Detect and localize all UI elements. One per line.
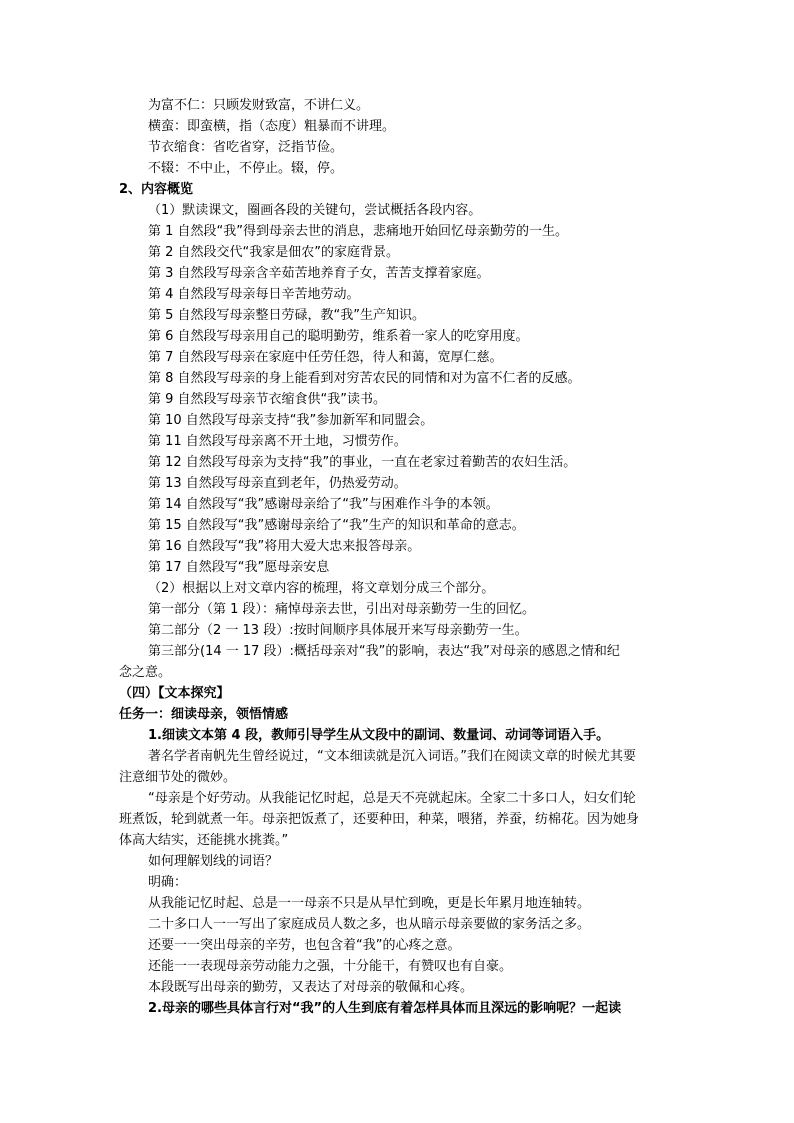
part-summary: 第三部分(14 一 17 段）:概括母亲对“我”的影响，表达“我”对母亲的感恩之情和纪: [148, 644, 620, 659]
glossary-item: 为富不仁：只顾发财致富，不讲仁义。: [148, 98, 370, 113]
answer-line: 还要一一突出母亲的辛劳，也包含着“我”的心疼之意。: [148, 938, 461, 953]
step-heading: 2.母亲的哪些具体言行对“我”的人生到底有着怎样具体而且深远的影响呢？一起读: [148, 1001, 622, 1016]
paragraph-summary: 第 9 自然段写母亲节衣缩食供“我”读书。: [148, 392, 387, 407]
paragraph-summary: 第 16 自然段写“我”将用大爱大忠来报答母亲。: [148, 539, 421, 554]
instruction: （2）根据以上对文章内容的梳理，将文章划分成三个部分。: [148, 581, 495, 596]
question: 如何理解划线的词语？: [148, 854, 279, 869]
paragraph-summary: 第 10 自然段写母亲支持“我”参加新军和同盟会。: [148, 413, 434, 428]
glossary-item: 横蛮：即蛮横，指（态度）粗暴而不讲理。: [148, 119, 396, 134]
paragraph-summary: 第 1 自然段“我”得到母亲去世的消息，悲痛地开始回忆母亲勤劳的一生。: [148, 224, 569, 239]
answer-line: 从我能记忆时起、总是一一母亲不只是从早忙到晚，更是长年累月地连轴转。: [148, 896, 591, 911]
paragraph-summary: 第 5 自然段写母亲整日劳碌，教“我”生产知识。: [148, 308, 426, 323]
paragraph-summary: 第 14 自然段写“我”感谢母亲给了“我”与困难作斗争的本领。: [148, 497, 499, 512]
instruction: （1）默读课文，圈画各段的关键句，尝试概括各段内容。: [148, 203, 482, 218]
paragraph-summary: 第 12 自然段写母亲为支持“我”的事业，一直在老家过着勤苦的农妇生活。: [148, 455, 577, 470]
paragraph-summary: 第 17 自然段写“我”愿母亲安息: [148, 560, 330, 575]
paragraph-summary: 第 2 自然段交代“我家是佃农”的家庭背景。: [148, 245, 400, 260]
step-heading: 1.细读文本第 4 段，教师引导学生从文段中的副词、数量词、动词等词语入手。: [148, 728, 610, 743]
task-heading: 任务一：细读母亲，领悟情感: [119, 707, 289, 722]
paragraph-summary: 第 3 自然段写母亲含辛茹苦地养育子女，苦苦支撑着家庭。: [148, 266, 490, 281]
answer-label: 明确：: [148, 875, 188, 890]
part-summary: 第一部分（第 1 段）：痛悼母亲去世，引出对母亲勤劳一生的回忆。: [148, 602, 536, 617]
glossary-item: 节衣缩食：省吃省穿，泛指节俭。: [148, 140, 344, 155]
paragraph-summary: 第 4 自然段写母亲每日辛苦地劳动。: [148, 287, 360, 302]
paragraph-summary: 第 13 自然段写母亲直到老年，仍热爱劳动。: [148, 476, 407, 491]
part-summary: 第二部分（2 一 13 段）:按时间顺序具体展开来写母亲勤劳一生。: [148, 623, 528, 638]
quote-intro: 注意细节处的微妙。: [119, 770, 237, 785]
paragraph-summary: 第 7 自然段写母亲在家庭中任劳任怨，待人和蔼，宽厚仁慈。: [148, 350, 503, 365]
answer-line: 还能一一表现母亲劳动能力之强，十分能干，有赞叹也有自豪。: [148, 959, 513, 974]
excerpt-line: 体高大结实，还能挑水挑粪。”: [119, 833, 289, 848]
paragraph-summary: 第 15 自然段写“我”感谢母亲给了“我”生产的知识和革命的意志。: [148, 518, 525, 533]
answer-line: 本段既写出母亲的勤劳，又表达了对母亲的敬佩和心疼。: [148, 980, 474, 995]
paragraph-summary: 第 6 自然段写母亲用自己的聪明勤劳，维系着一家人的吃穿用度。: [148, 329, 529, 344]
section-heading: 2、内容概览: [119, 182, 194, 197]
section-heading: （四）【文本探究】: [119, 686, 230, 701]
answer-line: 二十多口人一一写出了家庭成员人数之多，也从暗示母亲要做的家务活之多。: [148, 917, 591, 932]
part-summary: 念之意。: [119, 665, 172, 680]
glossary-item: 不辍：不中止，不停止。辍，停。: [148, 161, 344, 176]
quote-intro: 著名学者南帆先生曾经说过，“文本细读就是沉入词语。”我们在阅读文章的时候尤其要: [148, 749, 636, 764]
excerpt-line: “母亲是个好劳动。从我能记忆时起，总是天不亮就起床。全家二十多口人，妇女们轮: [148, 791, 636, 806]
paragraph-summary: 第 8 自然段写母亲的身上能看到对穷苦农民的同情和对为富不仁者的反感。: [148, 371, 581, 386]
excerpt-line: 班煮饭，轮到就煮一年。母亲把饭煮了，还要种田，种菜，喂猪，养蚕，纺棉花。因为她身: [119, 812, 640, 827]
paragraph-summary: 第 11 自然段写母亲离不开土地，习惯劳作。: [148, 434, 407, 449]
